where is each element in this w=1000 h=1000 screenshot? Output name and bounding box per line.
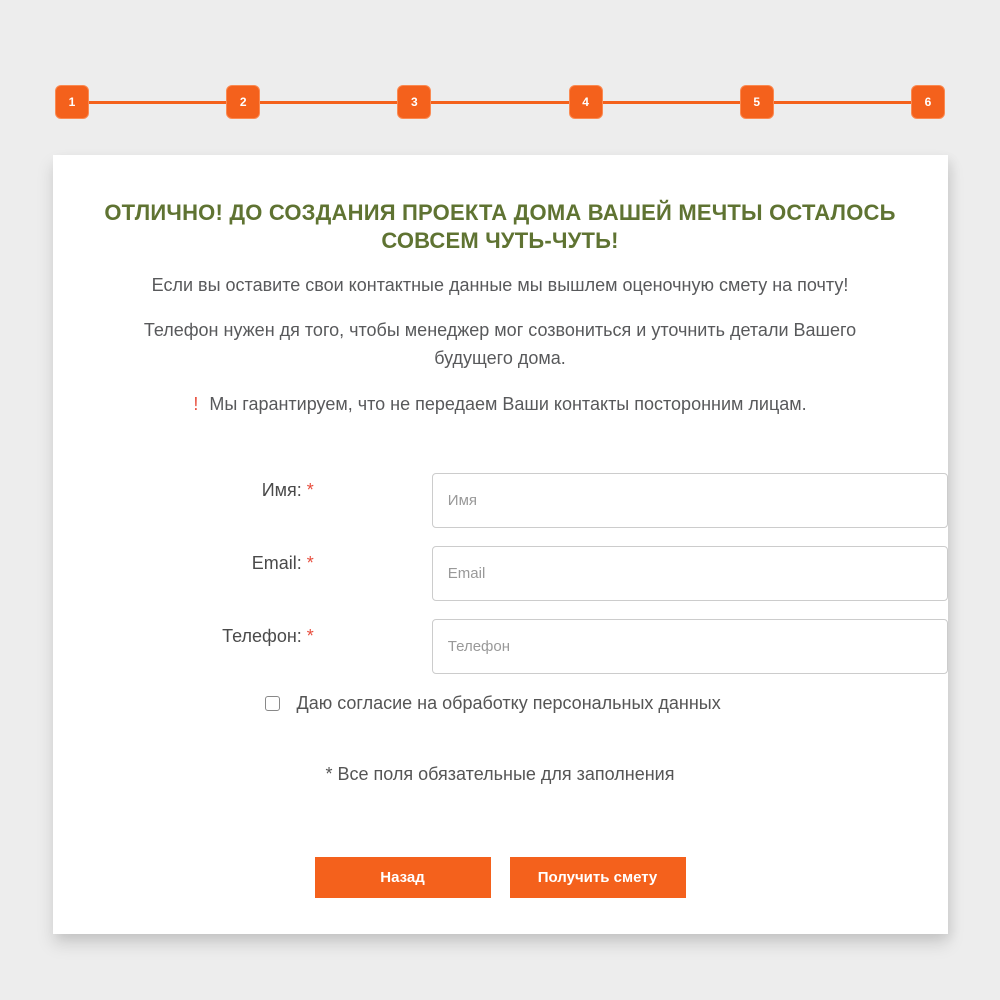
phone-label <box>53 619 314 647</box>
email-input[interactable] <box>432 546 948 601</box>
stepper-step-6[interactable]: 6 <box>911 85 945 119</box>
stepper-step-4[interactable]: 4 <box>569 85 603 119</box>
name-label-text: Имя: <box>261 479 302 500</box>
name-required-asterisk: * <box>306 479 314 500</box>
stepper-step-3[interactable]: 3 <box>397 85 431 119</box>
required-fields-note: * Все поля обязательные для заполнения <box>325 763 675 784</box>
phone-label-text: Телефон: <box>222 625 302 646</box>
progress-stepper <box>55 85 945 119</box>
guarantee-note <box>53 394 948 415</box>
intro-text-1: Если вы оставите свои контактные данные мы вышлем оценочную смету на почту! <box>151 275 849 296</box>
email-field-row <box>53 546 948 601</box>
consent-label[interactable]: Даю согласие на обработку персональных данных <box>296 692 721 713</box>
consent-row <box>265 693 948 714</box>
intro-text-2: Телефон нужен дя того, чтобы менеджер мог созвониться и уточнить детали Вашего будущего дома. <box>143 320 857 369</box>
get-estimate-button[interactable]: Получить смету <box>510 857 686 898</box>
contact-form <box>53 473 948 898</box>
consent-checkbox[interactable] <box>265 696 280 711</box>
guarantee-text: Мы гарантируем, что не передаем Ваши контакты посторонним лицам. <box>209 393 807 414</box>
form-buttons <box>53 857 948 898</box>
stepper-step-5[interactable]: 5 <box>740 85 774 119</box>
card-title: ОТЛИЧНО! ДО СОЗДАНИЯ ПРОЕКТА ДОМА ВАШЕЙ МЕЧТЫ ОСТАЛОСЬ СОВСЕМ ЧУТЬ-ЧУТЬ! <box>104 200 896 254</box>
name-field-row <box>53 473 948 528</box>
name-input[interactable] <box>432 473 948 528</box>
stepper-step-1[interactable]: 1 <box>55 85 89 119</box>
phone-required-asterisk: * <box>306 625 314 646</box>
email-required-asterisk: * <box>306 552 314 573</box>
contact-form-card <box>53 155 948 934</box>
email-label <box>53 546 314 574</box>
name-label <box>53 473 314 501</box>
stepper-step-2[interactable]: 2 <box>226 85 260 119</box>
exclamation-mark: ! <box>193 393 199 414</box>
phone-field-row <box>53 619 948 674</box>
phone-input[interactable] <box>432 619 948 674</box>
email-label-text: Email: <box>251 552 302 573</box>
stepper-connector-line <box>71 101 929 104</box>
back-button[interactable]: Назад <box>315 857 491 898</box>
